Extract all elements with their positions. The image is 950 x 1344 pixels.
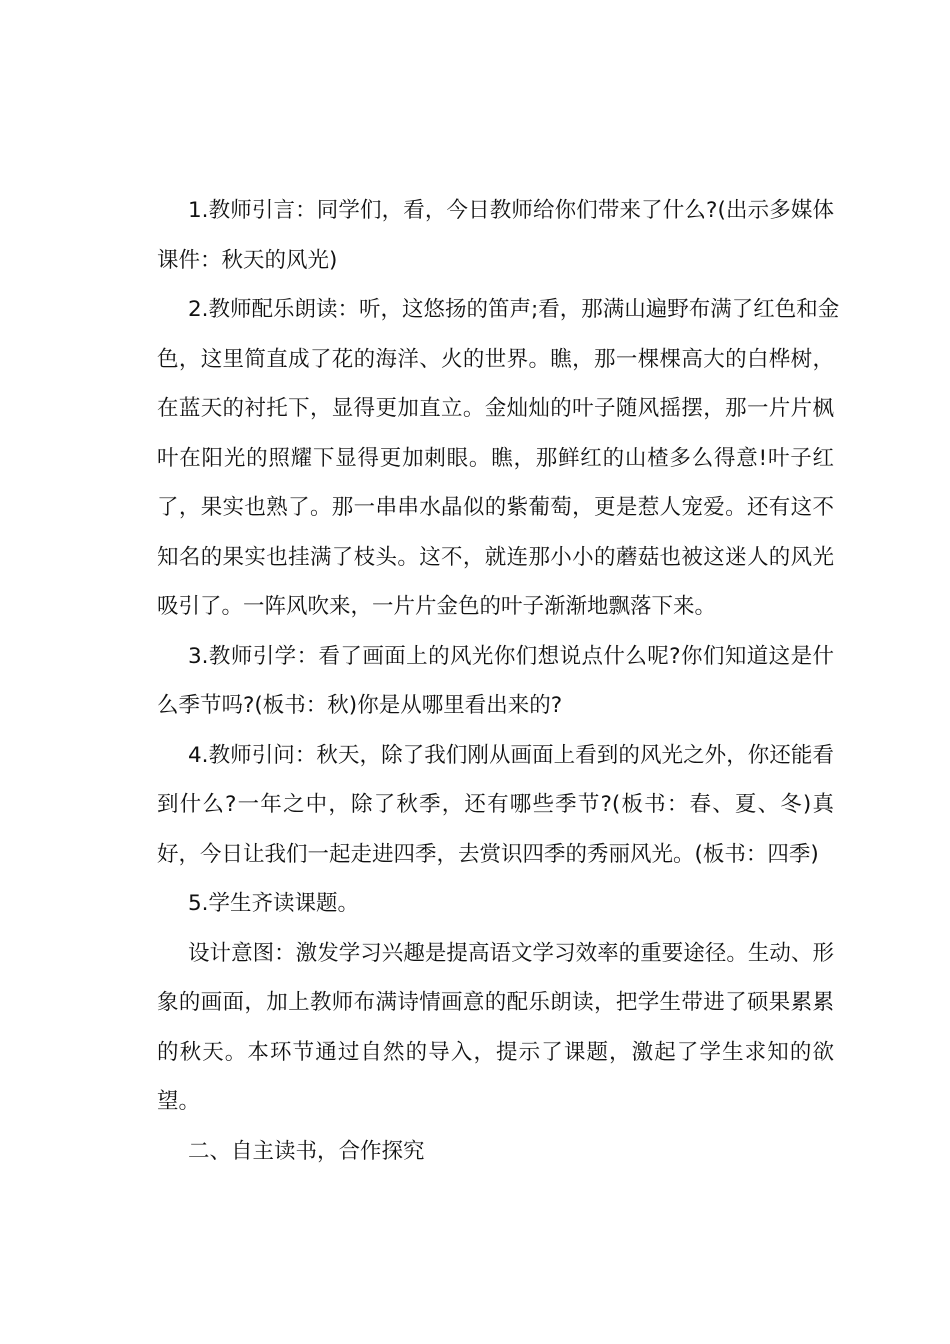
paragraph-line: 吸引了。一阵风吹来，一片片金色的叶子渐渐地飘落下来。 bbox=[157, 594, 717, 619]
paragraph-line: 叶在阳光的照耀下显得更加刺眼。瞧，那鲜红的山楂多么得意!叶子红 bbox=[157, 445, 834, 471]
paragraph-line: 2.教师配乐朗读：听，这悠扬的笛声;看，那满山遍野布满了红色和金 bbox=[188, 297, 840, 322]
paragraph-line: 在蓝天的衬托下，显得更加直立。金灿灿的叶子随风摇摆，那一片片枫 bbox=[157, 396, 834, 421]
paragraph-line: 4.教师引问：秋天，除了我们刚从画面上看到的风光之外，你还能看 bbox=[188, 742, 834, 768]
design-intent-paragraph bbox=[126, 929, 834, 1127]
paragraph-line: 到什么?一年之中，除了秋季，还有哪些季节?(板书：春、夏、冬)真 bbox=[157, 792, 834, 817]
paragraph-line: 课件：秋天的风光) bbox=[157, 247, 338, 273]
paragraph-2 bbox=[126, 285, 840, 632]
paragraph-line: 么季节吗?(板书：秋)你是从哪里看出来的? bbox=[157, 693, 563, 718]
paragraph-line: 色，这里简直成了花的海洋、火的世界。瞧，那一棵棵高大的白桦树， bbox=[157, 346, 834, 372]
paragraph-line: 5.学生齐读课题。 bbox=[188, 891, 360, 916]
section-heading bbox=[126, 1127, 834, 1177]
paragraph-line: 好，今日让我们一起走进四季，去赏识四季的秀丽风光。(板书：四季) bbox=[157, 841, 819, 867]
paragraph-line: 的秋天。本环节通过自然的导入，提示了课题，激起了学生求知的欲 bbox=[157, 1039, 834, 1065]
paragraph-4 bbox=[126, 731, 834, 880]
paragraph-line: 3.教师引学：看了画面上的风光你们想说点什么呢?你们知道这是什 bbox=[188, 643, 834, 669]
paragraph-line: 1.教师引言：同学们，看，今日教师给你们带来了什么?(出示多媒体 bbox=[188, 198, 834, 223]
paragraph-line: 二、自主读书，合作探究 bbox=[188, 1138, 425, 1164]
paragraph-line: 望。 bbox=[157, 1089, 201, 1114]
paragraph-line: 象的画面，加上教师布满诗情画意的配乐朗读，把学生带进了硕果累累 bbox=[157, 990, 834, 1015]
document-body bbox=[126, 186, 840, 1176]
paragraph-1 bbox=[126, 186, 834, 285]
paragraph-line: 了，果实也熟了。那一串串水晶似的紫葡萄，更是惹人宠爱。还有这不 bbox=[157, 495, 834, 520]
paragraph-3 bbox=[126, 632, 834, 731]
paragraph-line: 知名的果实也挂满了枝头。这不，就连那小小的蘑菇也被这迷人的风光 bbox=[157, 544, 834, 570]
paragraph-5 bbox=[126, 879, 834, 929]
paragraph-line: 设计意图：激发学习兴趣是提高语文学习效率的重要途径。生动、形 bbox=[188, 940, 834, 966]
